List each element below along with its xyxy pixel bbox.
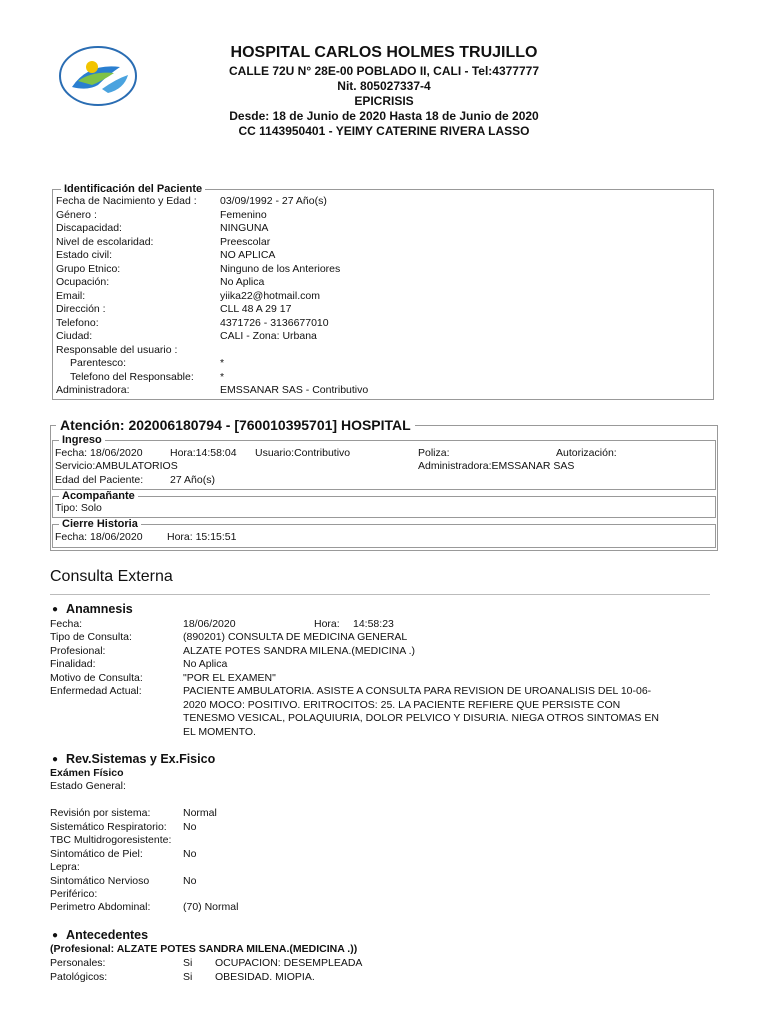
anamnesis-heading [52, 602, 133, 616]
revsistemas-label: Sintomático Nervioso [50, 875, 150, 887]
revsistemas-value: (70) Normal [183, 901, 239, 913]
revsistemas-heading [52, 752, 215, 766]
revsistemas-label: Periférico: [50, 888, 98, 900]
patient-id: CC 1143950401 - YEIMY CATERINE RIVERA LASSO [238, 124, 530, 138]
anamnesis-label: Profesional: [50, 644, 106, 657]
anamnesis-label: Motivo de Consulta: [50, 671, 143, 684]
identification-value: Preescolar [220, 235, 271, 248]
antecedente-label: Patológicos: [50, 970, 108, 983]
anamnesis-value: ALZATE POTES SANDRA MILENA.(MEDICINA .) [183, 644, 416, 657]
identification-value: CLL 48 A 29 17 [220, 303, 292, 315]
identification-label: Parentesco: [70, 357, 127, 369]
cierre-legend: Cierre Historia [59, 518, 141, 530]
estado-general-label: Estado General: [50, 780, 126, 792]
bullet-icon: ● [52, 754, 59, 765]
identification-value: CALI - Zona: Urbana [220, 330, 317, 342]
anamnesis-hora-label: Hora: [314, 618, 340, 630]
revsistemas-value: Normal [183, 807, 217, 819]
date-range: Desde: 18 de Junio de 2020 Hasta 18 de Junio de 2020 [229, 109, 539, 123]
antecedente-value: OBESIDAD. MIOPIA. [215, 970, 315, 983]
identification-label: Telefono: [56, 316, 99, 329]
ingreso-administradora: Administradora:EMSSANAR SAS [418, 460, 575, 472]
anamnesis-fecha-label: Fecha: [50, 618, 83, 630]
identification-value: 4371726 - 3136677010 [220, 316, 329, 329]
ingreso-hora: Hora:14:58:04 [170, 447, 237, 459]
cierre-box [52, 524, 716, 548]
revsistemas-label: Revisión por sistema: [50, 807, 151, 819]
ingreso-fecha: Fecha: 18/06/2020 [55, 447, 143, 459]
enfermedad-line: 2020 MOCO: POSITIVO. ERITROCITOS: 25. LA PACIENTE REFIERE QUE PERSISTE CON [183, 698, 621, 711]
ingreso-servicio: Servicio:AMBULATORIOS [55, 460, 178, 472]
identification-value: 03/09/1992 - 27 Año(s) [220, 195, 327, 207]
antecedente-label: Personales: [50, 957, 106, 969]
cierre-hora: Hora: 15:15:51 [167, 531, 237, 543]
identification-label: Discapacidad: [56, 222, 122, 234]
revsistemas-value: No [183, 875, 197, 887]
revsistemas-label: Perimetro Abdominal: [50, 901, 151, 913]
acompanante-legend: Acompañante [59, 490, 138, 502]
acompanante-tipo: Tipo: Solo [55, 502, 102, 514]
ingreso-edad-label: Edad del Paciente: [55, 474, 144, 486]
enfermedad-line: PACIENTE AMBULATORIA. ASISTE A CONSULTA PARA REVISION DE UROANALISIS DEL 10-06- [183, 685, 652, 697]
identification-label: Administradora: [56, 384, 130, 396]
anamnesis-value: (890201) CONSULTA DE MEDICINA GENERAL [183, 631, 408, 643]
identification-value: Femenino [220, 208, 267, 221]
anamnesis-fecha-value: 18/06/2020 [183, 618, 236, 630]
revsistemas-label: Lepra: [50, 861, 80, 873]
anamnesis-label: Finalidad: [50, 658, 96, 670]
identification-label: Grupo Etnico: [56, 262, 121, 275]
identification-value: No Aplica [220, 276, 265, 288]
identification-value: * [220, 357, 225, 369]
section-divider [50, 594, 710, 595]
document-header [0, 44, 768, 138]
identification-label: Responsable del usuario : [56, 343, 178, 356]
revsistemas-label: Sistemático Respiratorio: [50, 821, 167, 833]
identification-value: NO APLICA [220, 249, 276, 261]
identification-label: Ciudad: [56, 330, 93, 342]
document-type: EPICRISIS [354, 94, 414, 108]
identification-value: yiika22@hotmail.com [220, 289, 320, 302]
identification-legend: Identificación del Paciente [61, 183, 205, 195]
ingreso-edad-value: 27 Año(s) [170, 474, 215, 486]
hospital-address: CALLE 72U N° 28E-00 POBLADO II, CALI - Tel:4377777 [229, 64, 539, 78]
attention-title: Atención: 202006180794 - [760010395701] HOSPITAL [56, 417, 415, 433]
identification-label: Estado civil: [56, 249, 113, 261]
antecedentes-title: Antecedentes [66, 928, 149, 942]
identification-label: Telefono del Responsable: [70, 370, 194, 383]
revsistemas-value: No [183, 821, 197, 833]
revsistemas-label: TBC Multidrogoresistente: [50, 834, 172, 846]
anamnesis-value: No Aplica [183, 658, 228, 670]
enfermedad-label: Enfermedad Actual: [50, 685, 142, 697]
hospital-nit: Nit. 805027337-4 [337, 79, 431, 93]
identification-value: * [220, 370, 225, 383]
identification-label: Género : [56, 208, 97, 221]
identification-value: NINGUNA [220, 222, 269, 234]
ingreso-legend: Ingreso [59, 434, 105, 446]
ingreso-poliza: Poliza: [418, 447, 450, 459]
patient-identification-box [52, 189, 714, 400]
identification-label: Nivel de escolaridad: [56, 235, 154, 248]
identification-value: Ninguno de los Anteriores [220, 262, 341, 275]
revsistemas-title: Rev.Sistemas y Ex.Fisico [66, 752, 216, 766]
cierre-fecha: Fecha: 18/06/2020 [55, 531, 143, 543]
enfermedad-line: EL MOMENTO. [183, 725, 256, 738]
anamnesis-label: Tipo de Consulta: [50, 631, 132, 643]
ingreso-usuario: Usuario:Contributivo [255, 447, 351, 459]
antecedente-value: OCUPACION: DESEMPLEADA [215, 957, 363, 969]
identification-label: Ocupación: [56, 276, 110, 288]
anamnesis-value: "POR EL EXAMEN" [183, 671, 276, 684]
revsistemas-label: Sintomático de Piel: [50, 848, 143, 860]
consulta-title: Consulta Externa [50, 568, 173, 585]
identification-label: Fecha de Nacimiento y Edad : [56, 195, 197, 207]
antecedentes-profesional: (Profesional: ALZATE POTES SANDRA MILENA.(MEDICINA .)) [50, 943, 358, 955]
identification-label: Dirección : [56, 303, 106, 315]
identification-value: EMSSANAR SAS - Contributivo [220, 384, 369, 396]
bullet-icon: ● [52, 930, 59, 941]
antecedente-flag: Si [183, 957, 193, 969]
examen-fisico-subtitle: Exámen Físico [50, 767, 124, 779]
acompanante-box [52, 496, 716, 518]
enfermedad-line: TENESMO VESICAL, POLAQUIURIA, DOLOR PELVICO Y DISURIA. NIEGA OTROS SINTOMAS EN [183, 712, 659, 724]
bullet-icon: ● [52, 604, 59, 615]
anamnesis-title: Anamnesis [66, 602, 133, 616]
antecedentes-heading [52, 928, 148, 942]
anamnesis-hora-value: 14:58:23 [353, 618, 394, 630]
ingreso-autorizacion: Autorización: [556, 447, 617, 459]
identification-label: Email: [56, 289, 86, 302]
antecedente-flag: Si [183, 970, 193, 983]
hospital-name: HOSPITAL CARLOS HOLMES TRUJILLO [230, 44, 538, 61]
revsistemas-value: No [183, 848, 197, 860]
